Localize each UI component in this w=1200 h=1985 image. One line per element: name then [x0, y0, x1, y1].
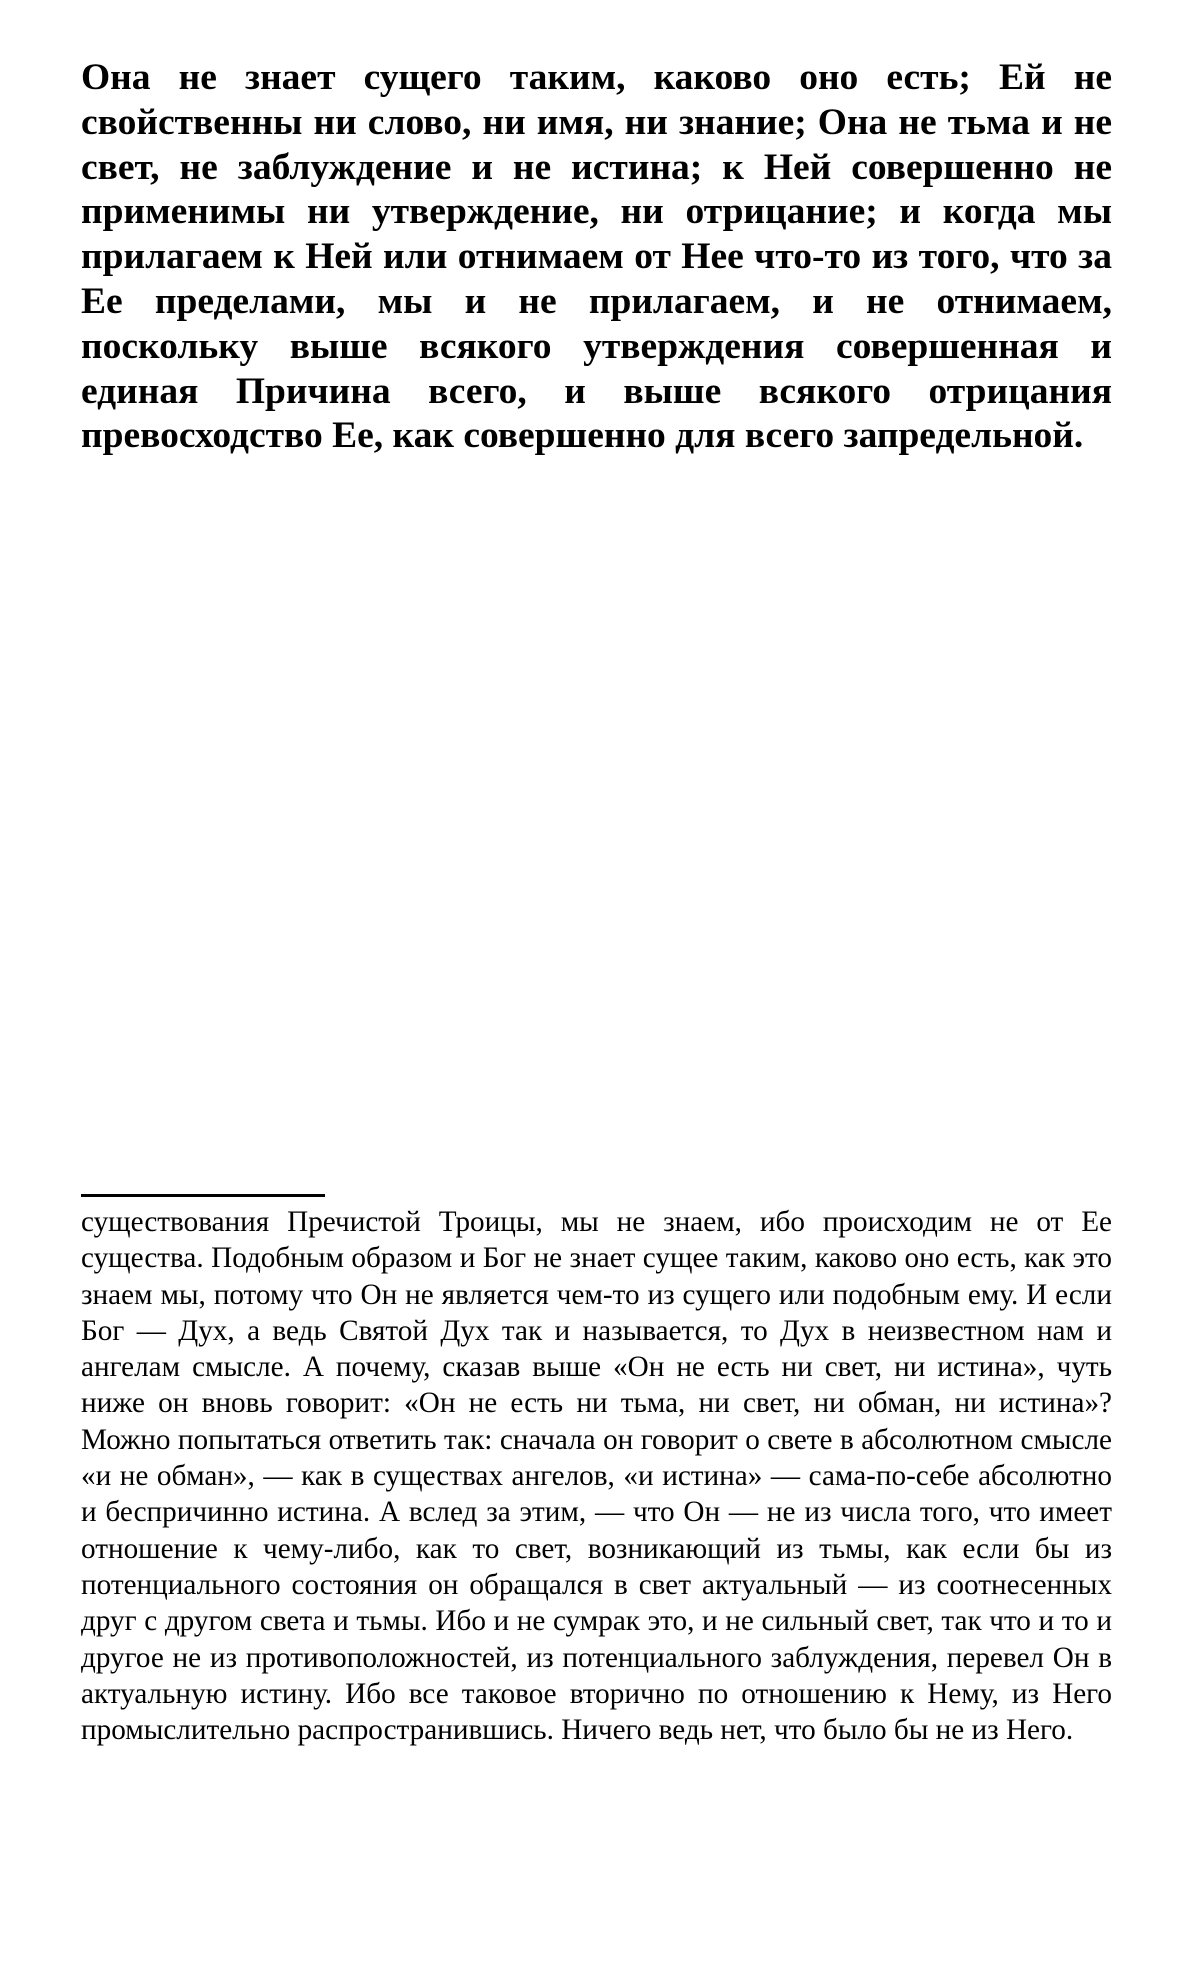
footnote-text: существования Пречистой Троицы, мы не знаем, ибо происходим не от Ее существа. Подобным образом и Бог не знает сущее таким, каково оно есть, как это знаем мы, потому что Он не является чем-то из сущего или подобным ему. И если Бог — Дух, а ведь Святой Дух так и называется, то Дух в неизвестном нам и ангелам смысле. А почему, сказав выше «Он не есть ни свет, ни истина», чуть ниже он вновь говорит: «Он не есть ни тьма, ни свет, ни обман, ни истина»? Можно попытаться ответить так: сначала он говорит о свете в абсолютном смысле «и не обман», — как в существах ангелов, «и истина» — сама-по-себе абсолютно и беспричинно истина. А вслед за этим, — что Он — не из числа того, что имеет отношение к чему-либо, как то свет, возникающий из тьмы, как если бы из потенциального состояния он обращался в свет актуальный — из соотнесенных друг с другом света и тьмы. Ибо и не сумрак это, и не сильный свет, так что и то и другое не из противоположностей, из потенциального заблуждения, перевел Он в актуальную истину. Ибо все таковое вторично по отношению к Нему, из Него промыслительно распространившись. Ничего ведь нет, что было бы не из Него.	[81, 1206, 1112, 1747]
footnote-separator	[81, 1194, 325, 1197]
main-paragraph: Она не знает сущего таким, каково оно есть; Ей не свойственны ни слово, ни имя, ни знание; Она не тьма и не свет, не заблуждение и не истина; к Ней совершенно не применимы ни утверждение, ни отрицание; и когда мы прилагаем к Ней или отнимаем от Нее что-то из того, что за Ее пределами, мы и не прилагаем, и не отнимаем, поскольку выше всякого утверждения совершенная и единая Причина всего, и выше всякого отрицания превосходство Ее, как совершенно для всего запредельной.	[81, 57, 1112, 457]
